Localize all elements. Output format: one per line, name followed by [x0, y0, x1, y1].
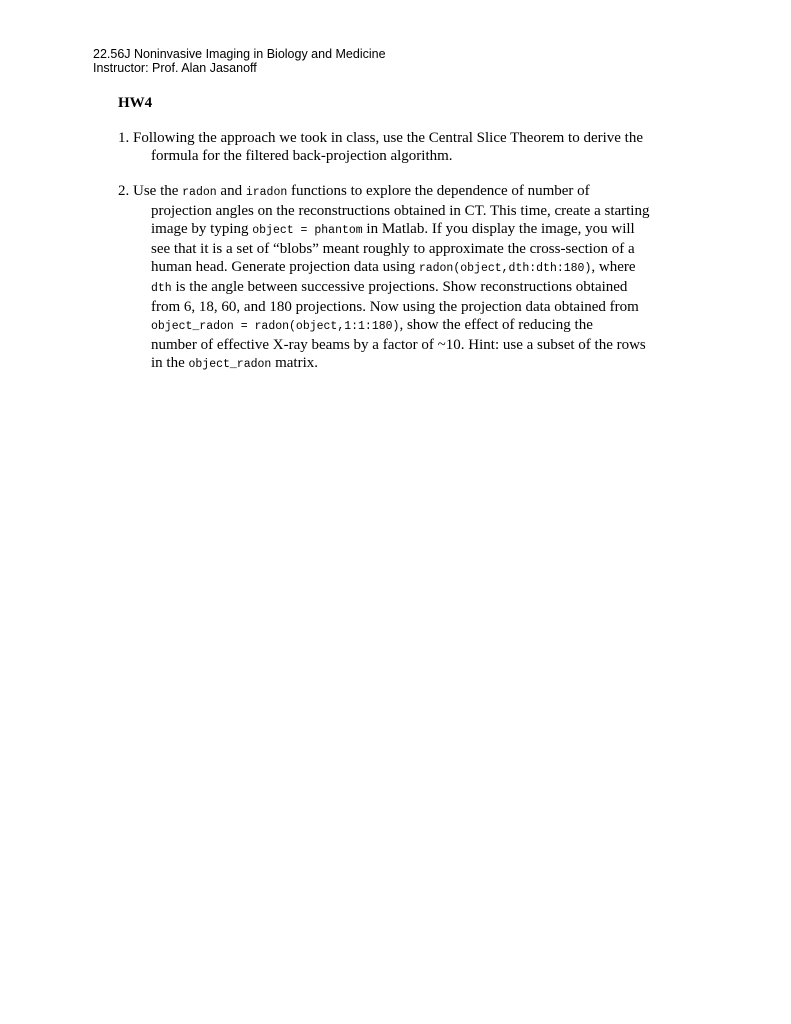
text: in the — [151, 355, 189, 371]
text: is the angle between successive projections. Show reconstructions obtained — [171, 279, 628, 295]
problem-1-line: formula for the filtered back-projection algorithm. — [151, 148, 453, 164]
text: matrix. — [271, 355, 318, 371]
text: image by typing — [151, 221, 253, 237]
problem-2-line: projection angles on the reconstructions obtained in CT. This time, create a starting — [151, 203, 650, 219]
code-object-phantom: object = phantom — [252, 224, 363, 237]
homework-title: HW4 — [118, 95, 153, 111]
instructor-line: Instructor: Prof. Alan Jasanoff — [93, 61, 257, 75]
document-header — [93, 47, 386, 75]
text: functions to explore the dependence of number of — [287, 183, 590, 199]
problem-1-line: 1. Following the approach we took in class, use the Central Slice Theorem to derive the — [118, 130, 644, 146]
text: 2. Use the — [118, 183, 183, 199]
problem-2-line — [118, 258, 688, 278]
problem-2-line: see that it is a set of “blobs” meant roughly to approximate the cross-section of a — [151, 241, 635, 257]
code-dth: dth — [151, 282, 172, 295]
text: , show the effect of reducing the — [399, 317, 593, 333]
problem-2-line — [118, 354, 688, 374]
text: , where — [591, 259, 636, 275]
course-title: 22.56J Noninvasive Imaging in Biology and Medicine — [93, 47, 386, 61]
code-object-radon: object_radon — [188, 358, 272, 371]
text: and — [216, 183, 246, 199]
code-radon: radon — [182, 186, 217, 199]
problem-1 — [118, 129, 688, 165]
problem-2-line — [118, 182, 688, 202]
problem-2 — [118, 182, 688, 374]
code-iradon: iradon — [245, 186, 288, 199]
text: in Matlab. If you display the image, you will — [362, 221, 635, 237]
code-radon-call: radon(object,dth:dth:180) — [418, 262, 592, 275]
problem-2-line — [118, 316, 688, 336]
problem-2-line — [118, 220, 688, 240]
text: human head. Generate projection data using — [151, 259, 419, 275]
code-object-radon-assignment: object_radon = radon(object,1:1:180) — [151, 320, 400, 333]
problem-2-line: number of effective X-ray beams by a factor of ~10. Hint: use a subset of the rows — [151, 337, 646, 353]
problem-2-line — [118, 278, 688, 298]
problem-2-line: from 6, 18, 60, and 180 projections. Now using the projection data obtained from — [151, 299, 639, 315]
